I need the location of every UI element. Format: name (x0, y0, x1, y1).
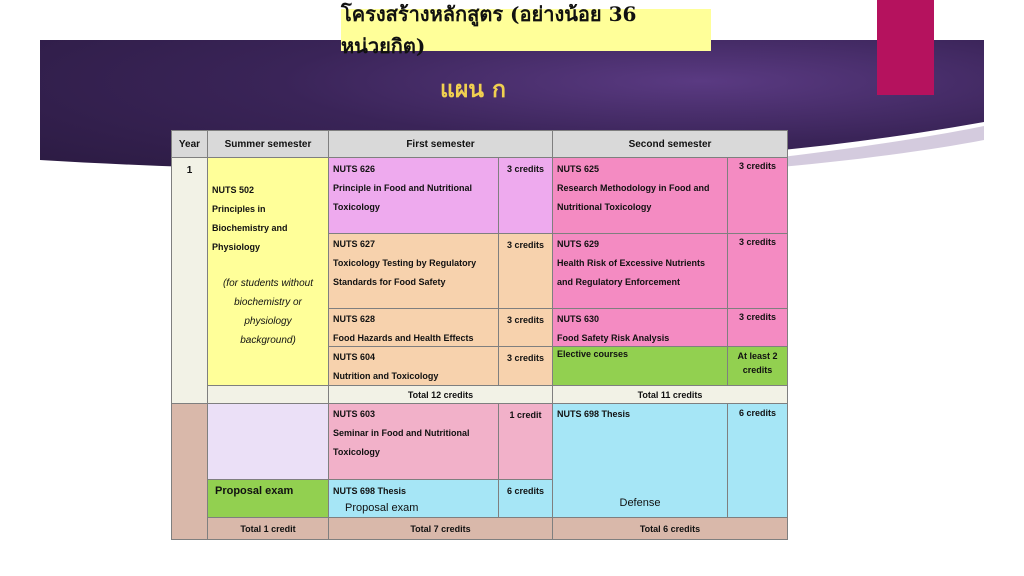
note-line: background) (240, 335, 296, 346)
header-second: Second semester (552, 130, 788, 158)
credits-nuts-604: 3 credits (498, 346, 553, 386)
elective-credits-line: At least 2 (737, 351, 778, 361)
summer-empty (207, 403, 329, 480)
course-nuts-604 (328, 346, 499, 386)
course-nuts-625 (552, 157, 728, 234)
elective-credits-line: credits (742, 365, 773, 375)
second-total-year2: Total 6 credits (552, 517, 788, 540)
course-title-line: Physiology (212, 242, 261, 252)
course-code: NUTS 629 (557, 239, 600, 249)
course-subtitle: Proposal exam (345, 502, 419, 514)
course-code: NUTS 627 (333, 239, 376, 249)
course-nuts-629 (552, 233, 728, 309)
course-code: NUTS 626 (333, 164, 376, 174)
course-title-line: Research Methodology in Food and (557, 183, 710, 193)
header-first: First semester (328, 130, 553, 158)
note-line: (for students without (222, 278, 314, 289)
note-line: biochemistry or (234, 297, 302, 308)
course-title-line: Nutritional Toxicology (557, 202, 652, 212)
summer-proposal: Proposal exam (207, 479, 329, 518)
first-total-year1: Total 12 credits (328, 385, 553, 404)
course-title-line: and Regulatory Enforcement (557, 277, 681, 287)
course-title-line: Toxicology (333, 202, 380, 212)
course-nuts-627 (328, 233, 499, 309)
credits-nuts-630: 3 credits (727, 308, 788, 347)
course-code: NUTS 625 (557, 164, 600, 174)
header-year: Year (171, 130, 208, 158)
credits-nuts-626: 3 credits (498, 157, 553, 234)
course-code: NUTS 630 (557, 314, 600, 324)
plan-subtitle: แผน ก (440, 77, 506, 103)
course-title-line: Standards for Food Safety (333, 277, 446, 287)
course-nuts-628 (328, 308, 499, 347)
course-code: NUTS 628 (333, 314, 376, 324)
credits-nuts-698-second: 6 credits (727, 403, 788, 518)
header-summer: Summer semester (207, 130, 329, 158)
credits-nuts-603: 1 credit (498, 403, 553, 480)
course-code: NUTS 603 (333, 409, 376, 419)
course-code: NUTS 604 (333, 352, 376, 362)
credits-nuts-629: 3 credits (727, 233, 788, 309)
accent-tab (877, 0, 934, 95)
page-title: โครงสร้างหลักสูตร (อย่างน้อย 36 หน่วยกิต) (341, 9, 711, 51)
course-title-line: Toxicology Testing by Regulatory (333, 258, 477, 268)
second-total-year1: Total 11 credits (552, 385, 788, 404)
year-cell-2 (171, 403, 208, 540)
course-nuts-626 (328, 157, 499, 234)
course-nuts-630 (552, 308, 728, 347)
course-nuts-698-first (328, 479, 499, 518)
credits-nuts-627: 3 credits (498, 233, 553, 309)
course-title-line: Principle in Food and Nutritional (333, 183, 472, 193)
course-title-line: Principles in (212, 204, 266, 214)
course-nuts-698-second (552, 403, 728, 518)
course-code: NUTS 502 (212, 185, 255, 195)
credits-nuts-698-first: 6 credits (498, 479, 553, 518)
credits-nuts-625: 3 credits (727, 157, 788, 234)
course-title-line: Health Risk of Excessive Nutrients (557, 258, 706, 268)
note-line: physiology (244, 316, 292, 327)
course-title-line: Nutrition and Toxicology (333, 371, 439, 381)
elective-courses: Elective courses (552, 346, 728, 386)
credits-nuts-628: 3 credits (498, 308, 553, 347)
course-subtitle: Defense (619, 497, 661, 509)
course-title-line: Biochemistry and (212, 223, 288, 233)
summer-total-blank (207, 385, 329, 404)
course-nuts-603 (328, 403, 499, 480)
course-title-line: Toxicology (333, 447, 380, 457)
course-note (212, 274, 324, 350)
summer-course (207, 157, 329, 386)
first-total-year2: Total 7 credits (328, 517, 553, 540)
course-title-line: Food Hazards and Health Effects (333, 333, 474, 343)
course-title-line: Seminar in Food and Nutritional (333, 428, 470, 438)
summer-total: Total 1 credit (207, 517, 329, 540)
year-cell (171, 157, 208, 404)
year-value: 1 (186, 165, 193, 176)
course-title-line: Food Safety Risk Analysis (557, 333, 670, 343)
elective-credits (727, 346, 788, 386)
course-code: NUTS 698 Thesis (333, 486, 407, 496)
course-code: NUTS 698 Thesis (557, 409, 631, 419)
